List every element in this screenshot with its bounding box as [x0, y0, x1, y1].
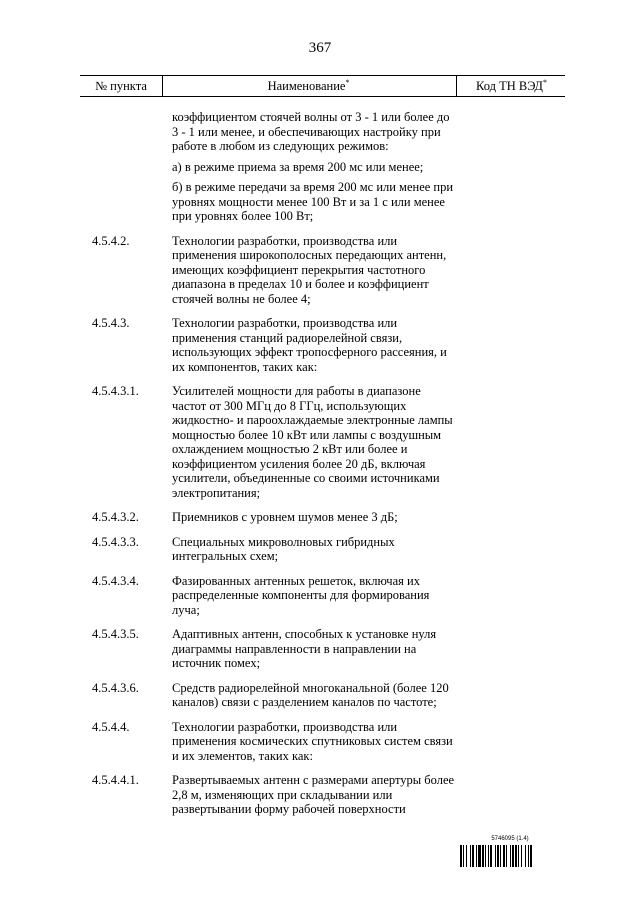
table-row	[80, 110, 500, 154]
document-number: 5746095 (1.4)	[491, 836, 529, 842]
table-row	[80, 535, 500, 564]
row-text: Технологии разработки, производства или применения широкополосных передающих антенн, имеющих коэффициент перекрытия частотного диапазона в пределах 10 и более и коэффициент стоячей волны не более 4;	[172, 233, 447, 306]
row-number	[80, 160, 172, 175]
page-number: 367	[308, 40, 332, 56]
header-name-label: Наименование	[267, 79, 346, 93]
table-row	[80, 510, 500, 525]
row-text: Адаптивных антенн, способных к установке нуля диаграммы направленности в направлении на источник помех;	[172, 627, 437, 670]
row-number: 4.5.4.3.2.	[92, 510, 139, 524]
table-row	[80, 627, 500, 671]
header-item-name	[167, 79, 450, 94]
row-number	[80, 180, 172, 224]
table-row	[80, 574, 500, 618]
row-number: 4.5.4.3.6.	[92, 680, 139, 695]
row-number: 4.5.4.3.	[92, 316, 130, 330]
row-number: 4.5.4.3.4.	[92, 573, 139, 588]
barcode	[460, 845, 561, 867]
row-number: 4.5.4.4.1.	[92, 773, 139, 787]
row-number: 4.5.4.3.3.	[92, 534, 139, 549]
row-number: 4.5.4.2.	[92, 233, 130, 248]
row-text: коэффициентом стоячей волны от 3 - 1 или более до 3 - 1 или менее, и обеспечивающих настройку при работе в любом из следующих режимов:	[172, 110, 450, 153]
row-text: Технологии разработки, производства или применения станций радиорелейной связи, использующих эффект тропосферного рассеяния, и их компонентов, таких как:	[172, 316, 447, 374]
row-text: Специальных микроволновых гибридных интегральных схем;	[172, 534, 395, 563]
table-body	[80, 110, 500, 817]
header-divider	[456, 76, 457, 96]
row-text: Усилителей мощности для работы в диапазоне частот от 300 МГц до 8 ГГц, использующих жидкостно- и пароохлаждаемые электронные лампы мощностью более 10 кВт или лампы с воздушным охлаждением мощностью 2 кВт или более и коэффициентом усиления более 20 дБ, включая усилители, объединенные со своими источниками электропитания;	[172, 384, 453, 500]
row-number: 4.5.4.4.	[92, 719, 130, 734]
table-row	[80, 316, 500, 374]
row-text: Средств радиорелейной многоканальной (более 120 каналов) связи с разделением каналов по частоте;	[172, 680, 449, 709]
table-row	[80, 681, 500, 710]
header-code-label: Код ТН ВЭД	[476, 79, 543, 93]
table-row	[80, 160, 500, 175]
row-text: Фазированных антенных решеток, включая их распределенные компоненты для формирования луча;	[172, 573, 430, 617]
table-header	[80, 75, 565, 97]
row-text: б) в режиме передачи за время 200 мс или менее при уровнях мощности менее 100 Вт и за 1 с или менее при уровнях более 100 Вт;	[172, 180, 454, 223]
header-divider	[162, 76, 163, 96]
header-item-number: № пункта	[95, 79, 147, 93]
footnote-mark: *	[345, 77, 350, 87]
table-row	[80, 384, 500, 500]
table-row	[80, 720, 500, 764]
footnote-mark: *	[542, 77, 547, 87]
table-row	[80, 773, 500, 817]
row-text: Технологии разработки, производства или применения космических спутниковых систем связи и их элементов, таких как:	[172, 719, 453, 763]
row-number	[80, 110, 172, 154]
row-text: Приемников с уровнем шумов менее 3 дБ;	[172, 510, 398, 524]
table-row	[80, 180, 500, 224]
table-row	[80, 234, 500, 307]
row-text: а) в режиме приема за время 200 мс или менее;	[172, 159, 424, 174]
row-text: Развертываемых антенн с размерами апертуры более 2,8 м, изменяющих при складывании или развертывании форму рабочей поверхности	[172, 773, 455, 816]
header-item-code	[458, 79, 565, 94]
row-number: 4.5.4.3.1.	[92, 384, 139, 398]
row-number: 4.5.4.3.5.	[92, 627, 139, 641]
